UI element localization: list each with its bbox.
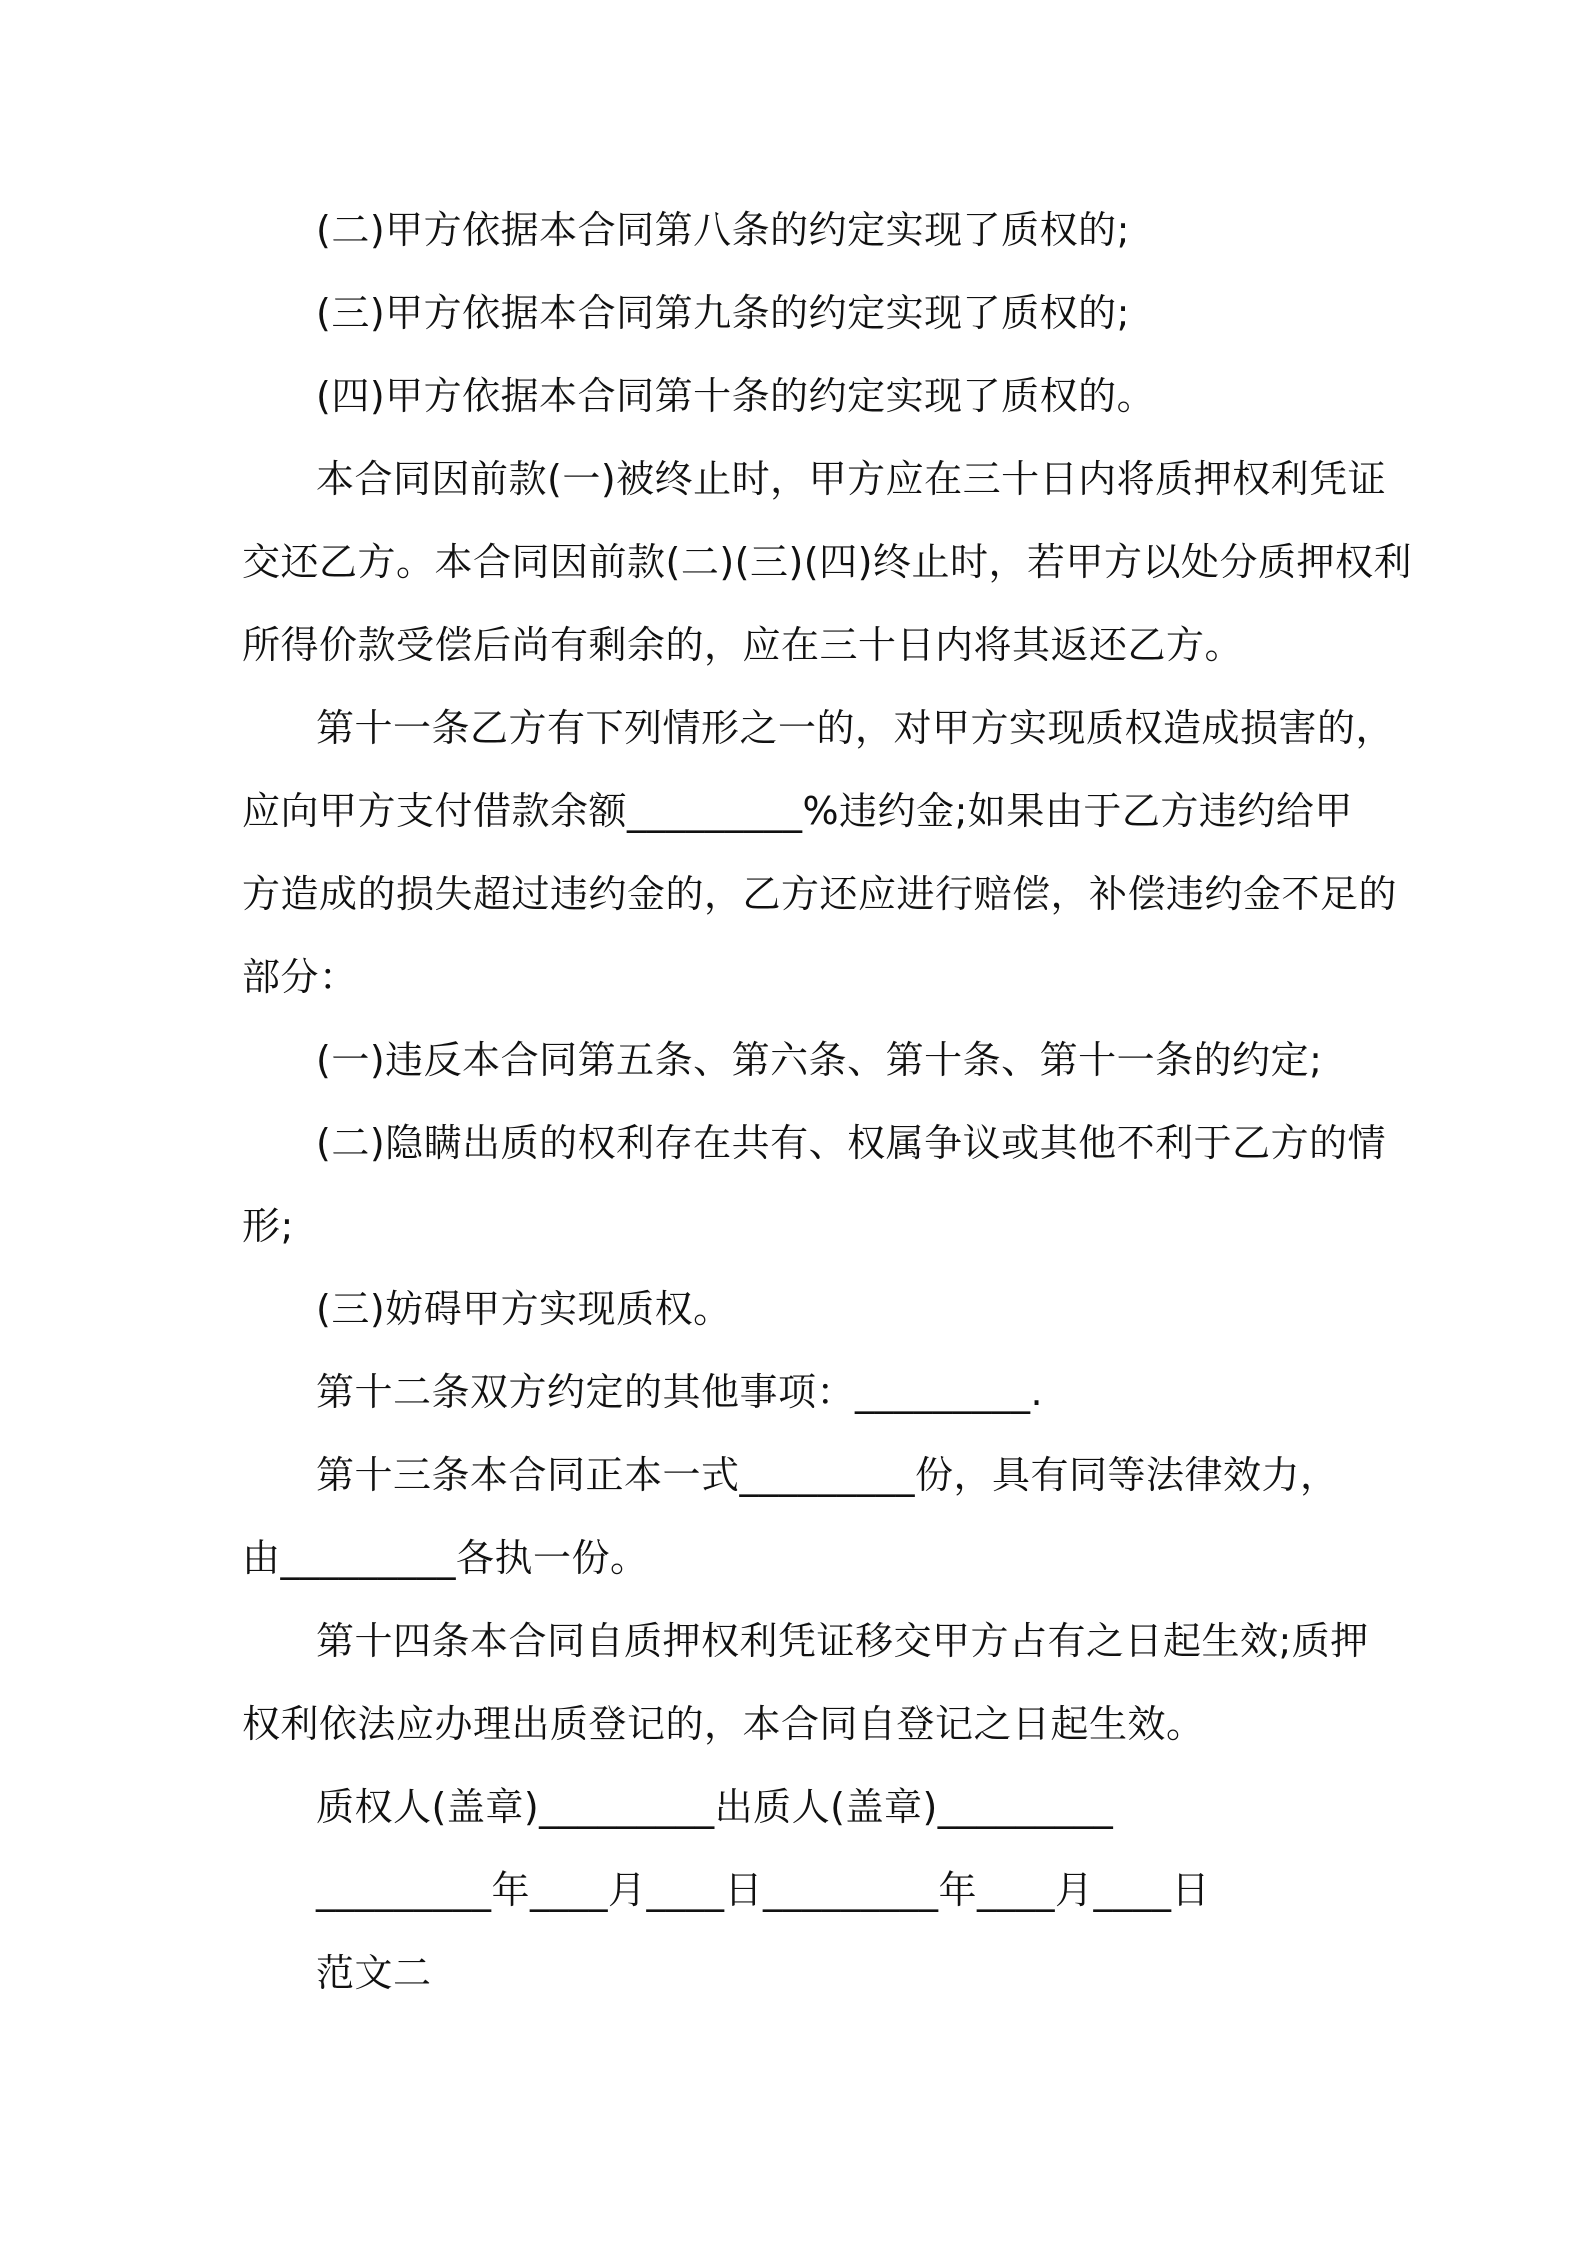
paragraph-termination-line-3: 所得价款受偿后尚有剩余的，应在三十日内将其返还乙方。 [242, 623, 1244, 667]
paragraph-termination-line-2: 交还乙方。本合同因前款(二)(三)(四)终止时，若甲方以处分质押权利 [242, 540, 1412, 584]
article-13-line-2: 由_________各执一份。 [242, 1536, 649, 1580]
article-11-line-3: 方造成的损失超过违约金的，乙方还应进行赔偿，补偿违约金不足的 [242, 872, 1398, 916]
article-11-item-1: (一)违反本合同第五条、第六条、第十条、第十一条的约定; [316, 1038, 1323, 1082]
section-heading-sample-2: 范文二 [316, 1951, 432, 1995]
article-14-line-1: 第十四条本合同自质押权利凭证移交甲方占有之日起生效;质押 [316, 1619, 1369, 1663]
article-11-item-3: (三)妨碍甲方实现质权。 [316, 1287, 732, 1331]
article-11-item-2-line-2: 形; [242, 1204, 294, 1248]
article-11-line-4: 部分： [242, 955, 358, 999]
article-13-line-1: 第十三条本合同正本一式_________份，具有同等法律效力， [316, 1453, 1339, 1497]
signature-line: 质权人(盖章)_________出质人(盖章)_________ [316, 1785, 1114, 1829]
clause-item-2: (二)甲方依据本合同第八条的约定实现了质权的; [316, 208, 1130, 252]
clause-item-4: (四)甲方依据本合同第十条的约定实现了质权的。 [316, 374, 1156, 418]
article-11-line-2: 应向甲方支付借款余额_________%违约金;如果由于乙方违约给甲 [242, 789, 1353, 833]
clause-item-3: (三)甲方依据本合同第九条的约定实现了质权的; [316, 291, 1130, 335]
article-11-item-2-line-1: (二)隐瞒出质的权利存在共有、权属争议或其他不利于乙方的情 [316, 1121, 1387, 1165]
article-12: 第十二条双方约定的其他事项：_________. [316, 1370, 1044, 1414]
paragraph-termination-line-1: 本合同因前款(一)被终止时，甲方应在三十日内将质押权利凭证 [316, 457, 1387, 501]
article-14-line-2: 权利依法应办理出质登记的，本合同自登记之日起生效。 [242, 1702, 1205, 1746]
article-11-line-1: 第十一条乙方有下列情形之一的，对甲方实现质权造成损害的， [316, 706, 1395, 750]
date-line: _________年____月____日_________年____月____日 [316, 1868, 1211, 1912]
